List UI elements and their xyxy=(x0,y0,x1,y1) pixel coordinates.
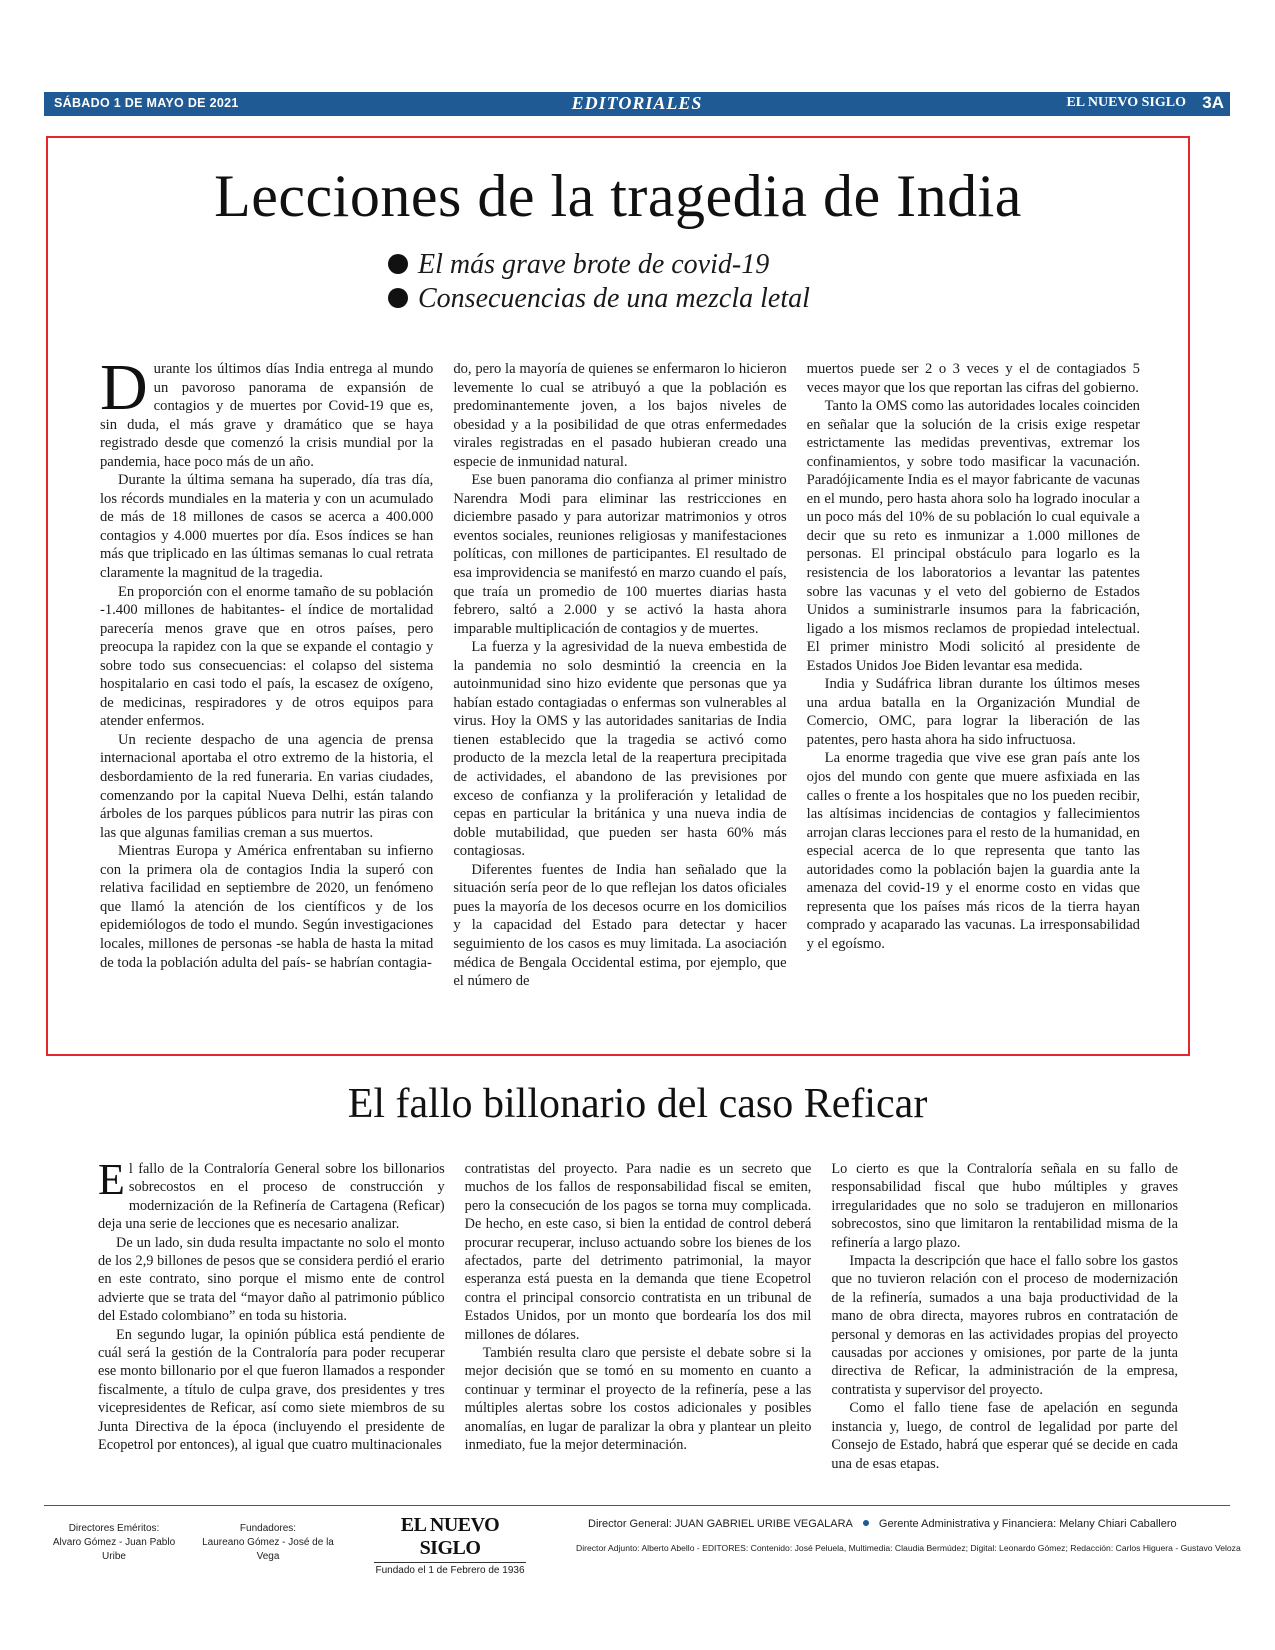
paragraph: También resulta claro que persiste el debate sobre si la mejor decisión que se tomó en su momento en cuanto a continuar y terminar el proyecto de la refinería, pese a las múltiples alertas sobre los costos adicionales y posibles anomalías, en lugar de paralizar la obra y plantear un pleito inmediato, fue la mejor determinación. xyxy=(464,1345,812,1454)
article-2-column-2 xyxy=(465,1160,812,1482)
paragraph: do, pero la mayoría de quienes se enfermaron lo hicieron levemente lo cual se atribuyó a que la población es predominantemente joven, a los bajos niveles de obesidad y a la posibilidad de que otras enfermedades virales registradas en el pasado hubieran creado una especie de inmunidad natural. xyxy=(453,361,787,470)
footer-divider xyxy=(44,1505,1230,1506)
article-1-body xyxy=(100,360,1140,1046)
paragraph: En segundo lugar, la opinión pública está pendiente de cuál será la gestión de la Contraloría para poder recuperar ese monto billonario por el que fueron llamados a responder fiscalmente, a título de culpa grave, dos presidentes y tres vicepresidentes de Reficar, así como siete miembros de su Junta Directiva de la época (incluyendo el presidente de Ecopetrol por entonces), al igual que cuatro multinacionales xyxy=(98,1326,445,1454)
issue-date: SÁBADO 1 DE MAYO DE 2021 xyxy=(54,96,239,110)
article-2-column-3 xyxy=(831,1160,1178,1482)
footer-emeritus: Directores Eméritos: Alvaro Gómez - Juan Pablo Uribe xyxy=(52,1523,176,1562)
paragraph: La fuerza y la agresividad de la nueva embestida de la pandemia no solo desmintió la creencia en la autoinmunidad sino hizo evidente que personas que ya habían estado contagiadas o enfermas son vulnerables al virus. Hoy la OMS y las autoridades sanitarias de India tienen establecido que la tragedia se activó como producto de la mezcla letal de la reapertura precipitada de actividades, el abandono de las previsiones por exceso de confianza y la proliferación y letalidad de cepas en particular la británica y una nueva india de doble mutabilidad, que pueden ser hasta 60% más contagiosas. xyxy=(453,639,787,860)
paragraph: India y Sudáfrica libran durante los últimos meses una ardua batalla en la Organización Mundial de Comercio, OMC, para lograr la liberación de las patentes, pero hasta ahora ha sido infructuosa. xyxy=(806,676,1140,748)
article-1-subtitle: El más grave brote de covid-19 xyxy=(388,248,948,282)
footer-founders: Fundadores: Laureano Gómez - José de la Vega xyxy=(202,1523,334,1562)
footer-staff-editors: Director Adjunto: Alberto Abello - EDITORES: Contenido: José Peluela, Multimedia: Claudia Bermúdez; Digital: Leonardo Gómez; Redacción: Carlos Higuera - Gustavo Veloza xyxy=(576,1543,1241,1553)
page-header-bar xyxy=(44,92,1230,116)
article-1-subtitle: Consecuencias de una mezcla letal xyxy=(388,282,948,316)
paragraph: Durante los últimos días India entrega al mundo un pavoroso panorama de expansión de contagios y de muertes por Covid-19 que es, sin duda, el más grave y dramático que se haya registrado desde que comenzó la crisis mundial por la pandemia, hace poco más de un año. xyxy=(100,360,434,470)
paragraph: Mientras Europa y América enfrentaban su infierno con la primera ola de contagios India la superó con relativa facilidad en septiembre de 2020, un fenómeno que llamó la atención de los científicos y de los epidemiólogos de todo el mundo. Según investigaciones locales, millones de personas -se habla de hasta la mitad de toda la población adulta del país- se habrían contagia- xyxy=(100,843,434,971)
bullet-icon xyxy=(388,254,408,274)
section-title: EDITORIALES xyxy=(571,93,703,113)
paragraph: Ese buen panorama dio confianza al primer ministro Narendra Modi para eliminar las restricciones en diciembre pasado y para autorizar matrimonios y otros eventos sociales, reuniones religiosas y manifestaciones políticas, con millones de participantes. El resultado de esa improvidencia se manifestó en marzo cuando el país, que traía un promedio de 100 muertes diarias hasta febrero, saltó a 2.000 y se activó la hasta ahora imparable multiplicación de contagios y de muertes. xyxy=(453,472,787,637)
header-masthead: EL NUEVO SIGLO xyxy=(1066,95,1186,110)
paragraph: Durante la última semana ha superado, día tras día, los récords mundiales en la materia y con un acumulado de más de 18 millones de casos se acerca a 400.000 contagios y 4.000 muertes por día. Esos índices se han más que triplicado en las últimas semanas lo cual retrata claramente la magnitud de la tragedia. xyxy=(100,472,434,582)
paragraph: contratistas del proyecto. Para nadie es un secreto que muchos de los fallos de responsabilidad fiscal se emiten, pero la consecución de los pagos se torna muy complicada. De hecho, en este caso, si bien la entidad de control deberá procurar recuperar, incluso actuando sobre los bienes de los afectados, parte del detrimento patrimonial, la mayor esperanza está puesta en la demanda que tiene Ecopetrol contra el principal consorcio contratista en un tribunal de Estados Unidos, por un monto que bordearía los dos mil millones de dólares. xyxy=(464,1161,812,1343)
editorial-india-box xyxy=(46,136,1190,1056)
article-1-column-2 xyxy=(453,360,786,1046)
paragraph: En proporción con el enorme tamaño de su población -1.400 millones de habitantes- el índice de mortalidad parecería menos grave que en otros países, pero preocupa la rapidez con la que se expande el contagio y sobre todo sus consecuencias: el colapso del sistema hospitalario en casi todo el país, la escasez de oxígeno, de medicinas, respiradores y de otros equipos para atender enfermos. xyxy=(100,583,434,730)
page-number: 3A xyxy=(1202,93,1224,112)
drop-cap: E xyxy=(98,1160,125,1204)
article-2-body xyxy=(98,1160,1178,1482)
paragraph: Impacta la descripción que hace el fallo sobre los gastos que no tuvieron relación con el proceso de modernización de la refinería, sumados a una baja productividad de la mano de obra directa, mayores rubros en contratación de personal y demoras en las actividades propias del proyecto causadas por acciones y omisiones, por parte de la junta directiva de Reficar, la administración de la empresa, contratista y supervisor del proyecto. xyxy=(831,1253,1179,1398)
paragraph: Diferentes fuentes de India han señalado que la situación sería peor de lo que reflejan los datos oficiales pues la mayoría de los decesos ocurre en los domicilios y la capacidad del Estado para detectar y hacer seguimiento de los casos es muy limitada. La asociación médica de Bengala Occidental estima, por ejemplo, que el número de xyxy=(453,861,787,990)
article-2-title: El fallo billonario del caso Reficar xyxy=(347,1081,928,1127)
separator-dot-icon xyxy=(863,1520,869,1526)
article-2-column-1 xyxy=(98,1160,445,1482)
drop-cap: D xyxy=(100,360,148,424)
article-1-column-1 xyxy=(100,360,433,1046)
paragraph: De un lado, sin duda resulta impactante no solo el monto de los 2,9 billones de pesos que se considera perdió el erario en este contrato, sino porque el mismo ente de control advierte que se trata del “mayor daño al patrimonio público del Estado colombiano” en toda su historia. xyxy=(98,1234,445,1325)
paragraph: muertos puede ser 2 o 3 veces y el de contagiados 5 veces mayor que los que reportan las cifras del gobierno. xyxy=(806,361,1140,396)
paragraph: Lo cierto es que la Contraloría señala en su fallo de responsabilidad fiscal que hubo múltiples y graves irregularidades que no solo se tradujeron en millonarios sobrecostos, sino que limitaron la rentabilidad misma de la refinería a largo plazo. xyxy=(831,1161,1179,1251)
paragraph: Tanto la OMS como las autoridades locales coinciden en señalar que la solución de la crisis exige respetar estrictamente las medidas preventivas, extremar los confinamientos, y sobre todo masificar la vacunación. Paradójicamente India es el mayor fabricante de vacunas en el mundo, pero hasta ahora solo ha logrado inocular a un poco más del 10% de su población lo cual equivale a decir que su reto es inmunizar a 1.000 millones de personas. El principal obstáculo para logarlo es la resistencia de los laboratorios a levantar las patentes sobre las vacunas y el veto del gobierno de Estados Unidos a suministrarle insumos para la fabricación, ligado a los mismos reclamos de propiedad intelectual. El primer ministro Modi solicitó al presidente de Estados Unidos Joe Biden levantar esa medida. xyxy=(806,398,1140,674)
paragraph: Un reciente despacho de una agencia de prensa internacional aportaba el otro extremo de la historia, el desbordamiento de la red funeraria. En varias ciudades, comenzando por la capital Nueva Delhi, están talando árboles de los parques públicos para nutrir las piras con las que algunas familias creman a sus muertos. xyxy=(100,731,434,841)
paragraph: La enorme tragedia que vive ese gran país ante los ojos del mundo con gente que muere asfixiada en las calles o frente a los hospitales que no los pueden recibir, las altísimas incidencias de contagios y fallecimientos arrojan claras lecciones para el resto de la humanidad, en especial acerca de lo que representa que tanto las autoridades como la población bajen la guardia ante la amenaza del covid-19 y el enorme costo en vidas que representa que los países más ricos de la tierra hayan comprado y acaparado las vacunas. La irresponsabilidad y el egoísmo. xyxy=(806,750,1140,952)
footer-staff-primary: Director General: JUAN GABRIEL URIBE VEGALARA Gerente Administrativa y Financiera: Melany Chiari Caballero xyxy=(588,1518,1177,1530)
paragraph: Como el fallo tiene fase de apelación en segunda instancia y, luego, de control de legalidad por parte del Consejo de Estado, habrá que esperar qué se decide en cada una de esas etapas. xyxy=(831,1400,1179,1472)
article-1-column-3 xyxy=(807,360,1140,1046)
paragraph: El fallo de la Contraloría General sobre los billonarios sobrecostos en el proceso de construcción y modernización de la Refinería de Cartagena (Reficar) deja una serie de lecciones que es necesario analizar. xyxy=(98,1160,445,1233)
article-1-title: Lecciones de la tragedia de India xyxy=(214,163,1022,229)
bullet-icon xyxy=(388,288,408,308)
article-1-subtitles xyxy=(388,248,948,316)
footer-masthead-logo: EL NUEVO SIGLO Fundado el 1 de Febrero de 1936 xyxy=(375,1514,525,1576)
